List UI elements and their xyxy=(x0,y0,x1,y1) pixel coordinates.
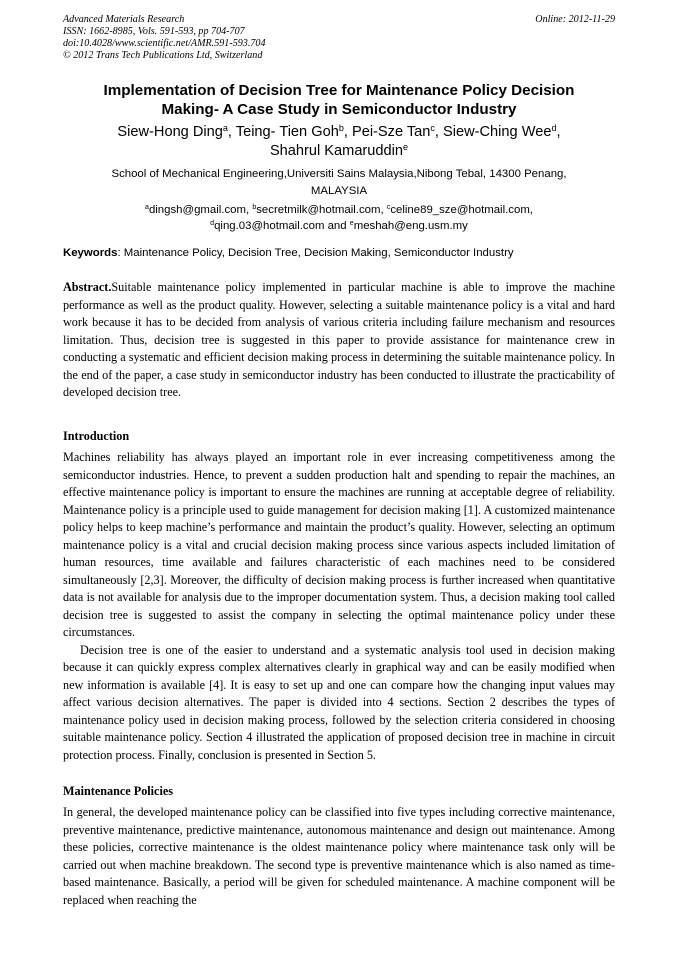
title-line-1: Implementation of Decision Tree for Maintenance Policy Decision xyxy=(103,82,575,99)
author-name: Pei-Sze Tan xyxy=(351,124,431,140)
keywords-text: : Maintenance Policy, Decision Tree, Decision Making, Semiconductor Industry xyxy=(117,247,514,259)
introduction-paragraph-1: Machines reliability has always played an important role in ever increasing competitiveness among the semiconductor industries. Hence, to prevent a sudden production halt and spending to repair the machines, an effective maintenance policy is important to ensure the machines are running at acceptable degree of reliability. Maintenance policy is a principle used to guide management for decision making [1]. A customized maintenance policy helps to keep machine’s performance and maintain the product’s quality. However, selecting an optimum maintenance policy is a vital and crucial decision making process since various aspects included limitation of human resources, time available and failures characteristic of each machines need to be considered simultaneously [2,3]. Moreover, the difficulty of decision making process is further increased when quantitative data is not available for analysis due to the improper documentation system. Thus, a decision making tool called decision tree is suggested to assist the company in selecting the optimal maintenance policy under these circumstances. xyxy=(63,450,615,639)
journal-doi[interactable]: doi:10.4028/www.scientific.net/AMR.591-593.704 xyxy=(63,38,266,49)
affiliation xyxy=(63,166,615,199)
author-superscript: e xyxy=(403,142,409,153)
abstract-paragraph xyxy=(63,279,615,402)
email-superscript: d xyxy=(210,219,215,227)
affiliation-line-2: MALAYSIA xyxy=(310,184,368,197)
email-superscript: e xyxy=(349,219,354,227)
email-superscript: b xyxy=(252,204,257,212)
author-name: Teing- Tien Goh xyxy=(235,124,339,140)
introduction-heading: Introduction xyxy=(63,429,130,443)
email-superscript: c xyxy=(386,204,391,212)
journal-copyright: © 2012 Trans Tech Publications Ltd, Switzerland xyxy=(63,50,263,61)
email-link[interactable]: qing.03@hotmail.com and xyxy=(214,219,347,232)
abstract-section xyxy=(63,279,615,402)
abstract-label: Abstract. xyxy=(63,280,112,294)
author-superscript: b xyxy=(338,123,344,134)
email-link[interactable]: dingsh@gmail.com, xyxy=(148,204,250,216)
author-emails xyxy=(63,203,615,234)
maintenance-policies-section xyxy=(63,804,615,909)
introduction-section xyxy=(63,449,615,764)
affiliation-line-1: School of Mechanical Engineering,Universiti Sains Malaysia,Nibong Tebal, 14300 Penang, xyxy=(111,168,567,180)
keywords-label: Keywords xyxy=(63,247,118,259)
abstract-text: Suitable maintenance policy implemented in particular machine is able to improve the machine performance as well as the product quality. However, selecting a suitable maintenance policy is a vital and hard work because it has to be decided from analysis of various criteria including failure mechanism and resources limitation. Thus, decision tree is suggested in this paper to provide assistance for maintenance crew in conducting a systematic and efficient decision making process in determining the suitable maintenance policy. In the end of the paper, a case study in semiconductor industry has been conducted to illustrate the practicability of developed decision tree. xyxy=(63,280,615,399)
email-link[interactable]: celine89_sze@hotmail.com, xyxy=(390,204,533,216)
email-link[interactable]: meshah@eng.usm.my xyxy=(353,219,468,232)
author-name: Siew-Ching Wee xyxy=(443,124,552,140)
journal-header xyxy=(63,14,615,62)
author-name: Siew-Hong Ding xyxy=(117,124,223,140)
email-link[interactable]: secretmilk@hotmail.com, xyxy=(256,204,384,216)
author-superscript: d xyxy=(551,123,557,134)
keywords-line xyxy=(63,246,623,261)
paper-title xyxy=(63,81,615,119)
journal-issn: ISSN: 1662-8985, Vols. 591-593, pp 704-707 xyxy=(63,26,245,37)
introduction-paragraph-2: Decision tree is one of the easier to understand and a systematic analysis tool used in decision making because it can quickly express complex alternatives clearly in graphical way and can be easily modified when new information is available [4]. It is easy to set up and one can compare how the changing input values may affect various decision alternatives. The paper is divided into 4 sections. Section 2 describes the types of maintenance policy used in decision making process, followed by the selection criteria considered in choosing suitable maintenance policy. Section 4 illustrated the application of proposed decision tree in machine in circuit protection process. Finally, conclusion is presented in Section 5. xyxy=(63,642,615,762)
author-list: Siew-Hong Ding$^a$, Teing- Tien Goh$^b$, Pei-Sze Tan$^c$, Siew-Ching Wee$^d$, Shahrul Kamaruddin$^e$ xyxy=(117,123,561,159)
author-name: Shahrul Kamaruddin xyxy=(269,143,403,159)
author-superscript: c xyxy=(430,123,435,134)
title-line-2: Making- A Case Study in Semiconductor Industry xyxy=(161,101,517,118)
maintenance-policies-heading: Maintenance Policies xyxy=(63,784,174,798)
author-superscript: a xyxy=(222,123,228,134)
online-date: Online: 2012-11-29 xyxy=(535,14,615,25)
email-superscript: a xyxy=(145,204,149,212)
journal-name: Advanced Materials Research xyxy=(63,14,185,25)
maintenance-policies-paragraph-1: In general, the developed maintenance policy can be classified into five types including corrective maintenance, preventive maintenance, predictive maintenance, autonomous maintenance and design out maintenance. Among these policies, corrective maintenance is the oldest maintenance policy where maintenance task only will be carried out when machine breakdown. The second type is preventive maintenance which is also named as time-based maintenance. Basically, a period will be given for scheduled maintenance. A machine component will be replaced when reaching the xyxy=(63,805,615,907)
